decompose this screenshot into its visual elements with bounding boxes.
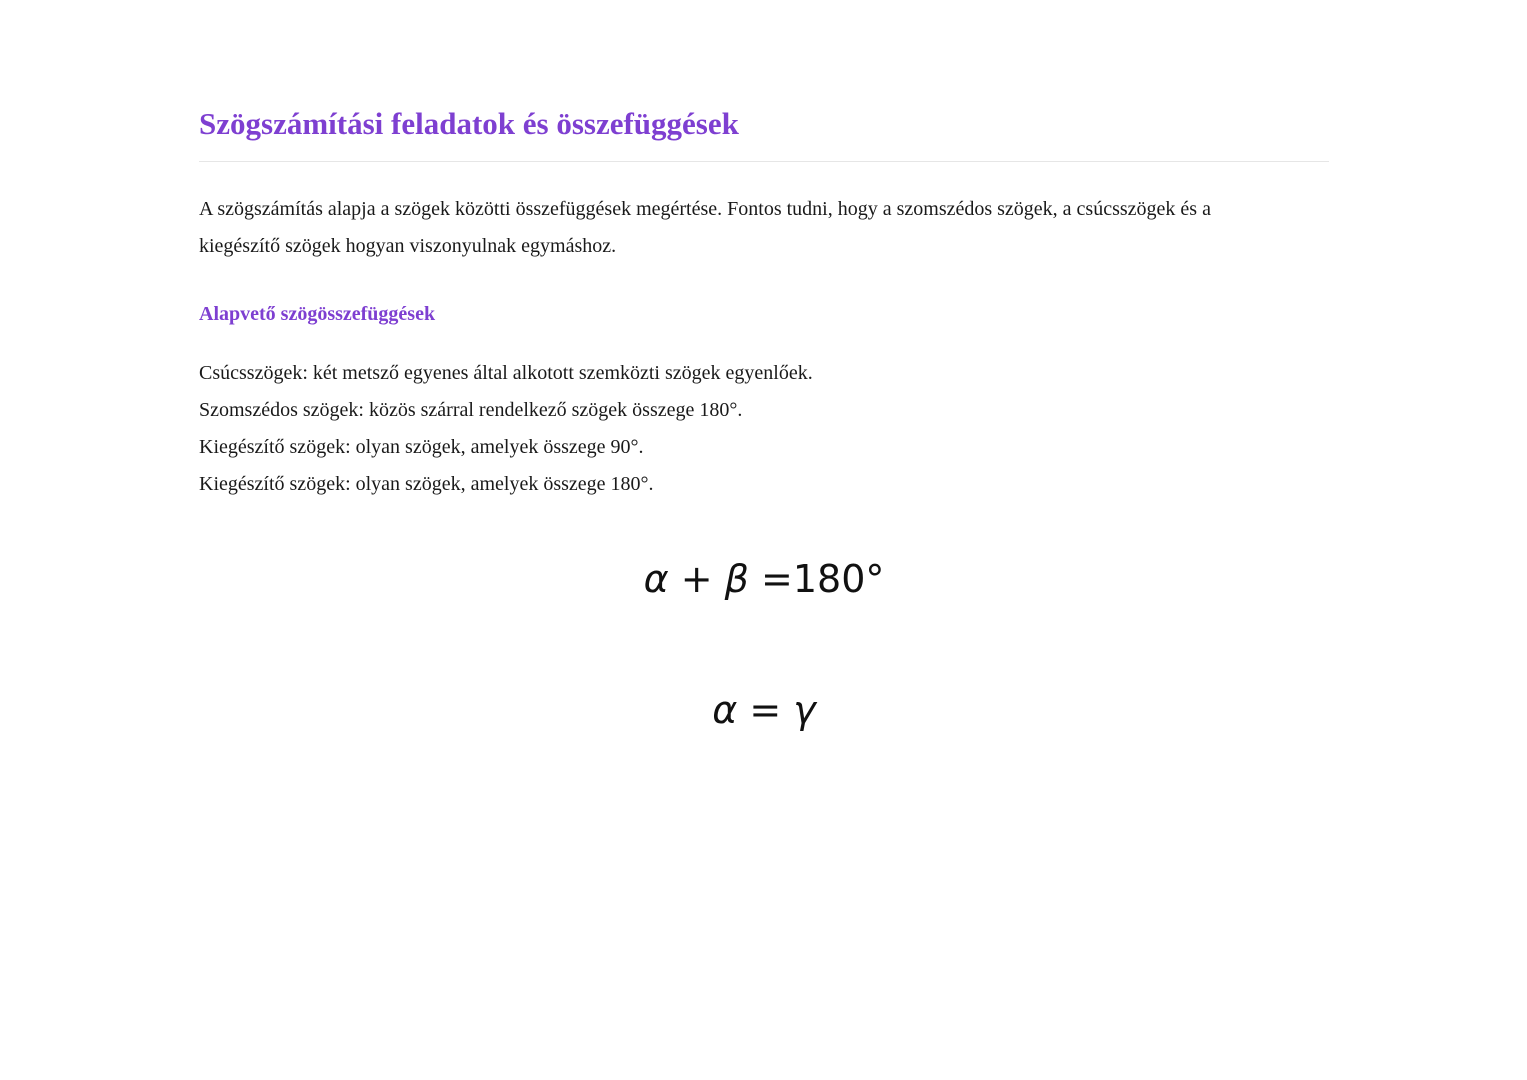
section-heading: Alapvető szögösszefüggések bbox=[199, 303, 436, 325]
rule-supplementary-angles: Kiegészítő szögek: olyan szögek, amelyek összege 180°. bbox=[199, 473, 654, 495]
formula-rhs-180: 180° bbox=[792, 557, 885, 601]
intro-paragraph: A szögszámítás alapja a szögek közötti összefüggések megértése. Fontos tudni, hogy a szomszédos szögek, a csúcsszögek és a kiegészítő szögek hogyan viszonyulnak egymáshoz. bbox=[199, 198, 1211, 257]
formula-beta: β bbox=[724, 557, 749, 601]
page-title: Szögszámítási feladatok és összefüggések bbox=[199, 106, 739, 141]
title-divider bbox=[199, 161, 1329, 162]
formula-alpha: α bbox=[712, 688, 738, 732]
formula-gamma: γ bbox=[793, 688, 816, 732]
angle-rules-list bbox=[199, 355, 813, 503]
formula-equals: = bbox=[749, 688, 782, 732]
formula-equals: = bbox=[761, 557, 793, 601]
rule-adjacent-angles: Szomszédos szögek: közös szárral rendelkező szögek összege 180°. bbox=[199, 399, 743, 421]
formula-alpha: α bbox=[643, 557, 669, 601]
formula-plus: + bbox=[680, 557, 713, 601]
formula-alpha-gamma bbox=[199, 687, 1329, 733]
formula-sum-180 bbox=[199, 556, 1329, 602]
rule-vertical-angles: Csúcsszögek: két metsző egyenes által alkotott szemközti szögek egyenlőek. bbox=[199, 362, 813, 384]
rule-complementary-angles: Kiegészítő szögek: olyan szögek, amelyek összege 90°. bbox=[199, 436, 644, 458]
